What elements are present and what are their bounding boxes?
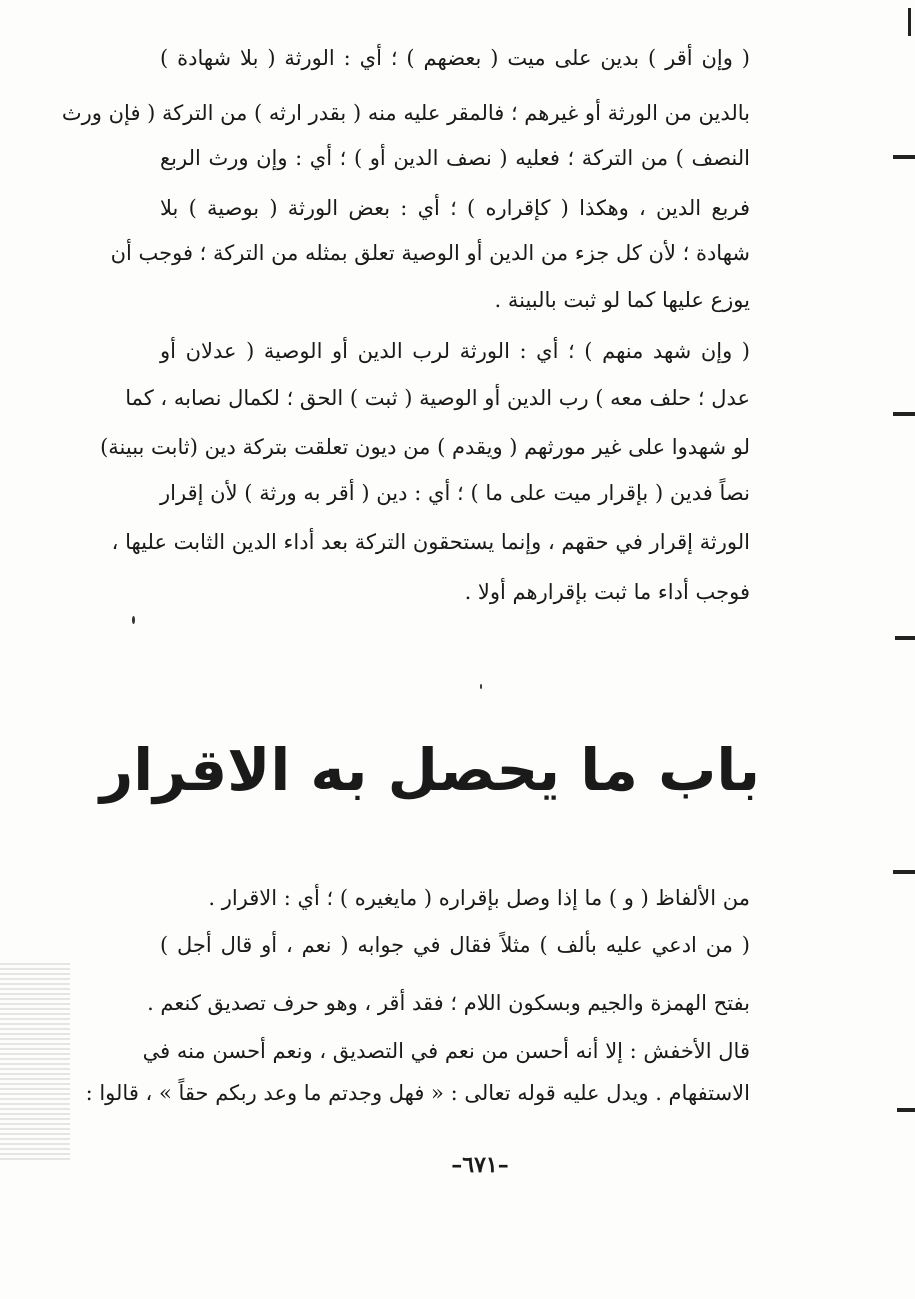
text-line: قال الأخفش : إلا أنه أحسن من نعم في التصديق ، ونعم أحسن منه في xyxy=(142,1039,750,1063)
scan-edge-mark xyxy=(893,412,915,416)
scan-noise xyxy=(0,960,70,1160)
text-line: ( وإن أقر ) بدين على ميت ( بعضهم ) ؛ أي : الورثة ( بلا شهادة ) xyxy=(160,46,750,70)
text-line: النصف ) من التركة ؛ فعليه ( نصف الدين أو ) ؛ أي : وإن ورث الربع xyxy=(160,146,750,170)
text-line: لو شهدوا على غير مورثهم ( ويقدم ) من ديون تعلقت بتركة دين (ثابت ببينة) xyxy=(100,435,750,459)
text-line: عدل ؛ حلف معه ) رب الدين أو الوصية ( ثبت ) الحق ؛ لكمال نصابه ، كما xyxy=(125,386,750,410)
text-line: ( من ادعي عليه بألف ) مثلاً فقال في جوابه ( نعم ، أو قال أجل ) xyxy=(160,933,750,957)
scan-speck xyxy=(132,616,135,624)
text-line: فوجب أداء ما ثبت بإقرارهم أولا . xyxy=(464,580,750,604)
page-number: –٦٧١– xyxy=(451,1152,509,1178)
text-line: نصاً فدين ( بإقرار ميت على ما ) ؛ أي : دين ( أقر به ورثة ) لأن إقرار xyxy=(160,481,750,505)
scan-speck xyxy=(480,684,482,689)
text-line: بالدين من الورثة أو غيرهم ؛ فالمقر عليه منه ( بقدر ارثه ) من التركة ( فإن ورث xyxy=(61,101,750,125)
scan-edge-mark xyxy=(908,8,911,36)
text-line: شهادة ؛ لأن كل جزء من الدين أو الوصية تعلق بمثله من التركة ؛ فوجب أن xyxy=(110,241,750,265)
text-line: الورثة إقرار في حقهم ، وإنما يستحقون التركة بعد أداء الدين الثابت عليها ، xyxy=(111,530,750,554)
scan-edge-mark xyxy=(893,155,915,159)
scan-edge-mark xyxy=(897,1108,915,1112)
text-line: فربع الدين ، وهكذا ( كإقراره ) ؛ أي : بعض الورثة ( بوصية ) بلا xyxy=(160,196,750,220)
text-line: يوزع عليها كما لو ثبت بالبينة . xyxy=(494,288,750,312)
text-line: ( وإن شهد منهم ) ؛ أي : الورثة لرب الدين أو الوصية ( عدلان أو xyxy=(160,339,750,363)
scan-edge-mark xyxy=(893,870,915,874)
text-line: الاستفهام . ويدل عليه قوله تعالى : « فهل وجدتم ما وعد ربكم حقاً » ، قالوا : xyxy=(85,1081,750,1105)
text-line: بفتح الهمزة والجيم وبسكون اللام ؛ فقد أقر ، وهو حرف تصديق كنعم . xyxy=(147,991,750,1015)
scan-edge-mark xyxy=(895,636,915,640)
text-line: من الألفاظ ( و ) ما إذا وصل بإقراره ( مايغيره ) ؛ أي : الاقرار . xyxy=(208,886,750,910)
chapter-heading: باب ما يحصل به الاقرار xyxy=(99,736,760,804)
